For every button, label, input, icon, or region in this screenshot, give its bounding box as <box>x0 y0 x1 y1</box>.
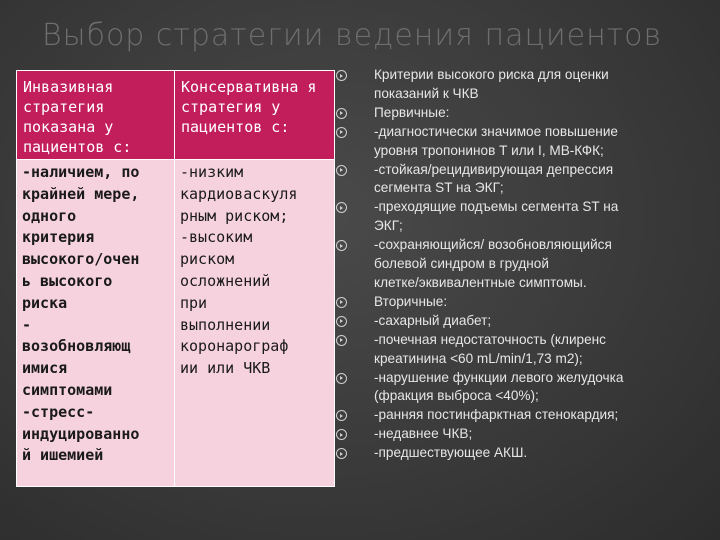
list-item <box>336 236 716 293</box>
invasive-strategy-header: Инвазивная стратегия показана у пациентов с: <box>17 71 175 160</box>
list-item-text: -нарушение функции левого желудочка (фракция выброса <40%); <box>374 369 624 404</box>
circle-arrow-bullet-icon <box>336 335 347 346</box>
list-item-text: Первичные: <box>374 104 450 120</box>
list-item-text: -почечная недостаточность (клиренс креатинина <60 mL/min/1,73 m2); <box>374 331 606 366</box>
list-item <box>336 123 716 161</box>
list-item-text: -предшествующее АКШ. <box>374 445 528 461</box>
circle-arrow-bullet-icon <box>336 373 347 384</box>
list-item-text: -диагностически значимое повышение уровня тропонинов Т или I, MB-КФК; <box>374 123 618 158</box>
list-item <box>336 66 716 104</box>
list-item <box>336 293 716 312</box>
list-item-text: -стойкая/рецидивирующая депрессия сегмента ST на ЭКГ; <box>374 161 614 196</box>
list-item <box>336 425 716 444</box>
circle-arrow-bullet-icon <box>336 297 347 308</box>
circle-arrow-bullet-icon <box>336 127 347 138</box>
strategy-table <box>16 70 335 487</box>
circle-arrow-bullet-icon <box>336 429 347 440</box>
invasive-strategy-criteria: -наличием, по крайней мере, одного критерия высокого/очен ь высокого риска - возобновляющ имися симптомами -стресс- индуцированно й ишемией <box>17 160 175 487</box>
list-item-text: Вторичные: <box>374 293 448 309</box>
list-item <box>336 312 716 331</box>
list-item <box>336 198 716 236</box>
circle-arrow-bullet-icon <box>336 108 347 119</box>
slide-title: Выбор стратегии ведения пациентов <box>42 18 663 53</box>
circle-arrow-bullet-icon <box>336 448 347 459</box>
table-header-row <box>17 71 335 160</box>
circle-arrow-bullet-icon <box>336 202 347 213</box>
list-item-text: Критерии высокого риска для оценки показаний к ЧКВ <box>374 67 609 101</box>
list-item-text: -сохраняющийся/ возобновляющийся болевой синдром в грудной клетке/эквивалентные симптомы. <box>374 237 612 290</box>
high-risk-criteria-list <box>336 66 716 463</box>
list-item <box>336 161 716 199</box>
list-item <box>336 331 716 369</box>
list-item-text: -преходящие подъемы сегмента ST на ЭКГ; <box>374 199 619 234</box>
circle-arrow-bullet-icon <box>336 70 347 81</box>
conservative-strategy-criteria: -низким кардиоваскуля рным риском; -высоким риском осложнений при выполнении коронарограф ии или ЧКВ <box>175 160 335 487</box>
table-row <box>17 160 335 487</box>
list-item-text: -ранняя постинфарктная стенокардия; <box>374 407 619 423</box>
list-item-text: -сахарный диабет; <box>374 312 492 328</box>
list-item <box>336 104 716 123</box>
list-item <box>336 406 716 425</box>
list-item <box>336 369 716 407</box>
list-item <box>336 444 716 463</box>
circle-arrow-bullet-icon <box>336 316 347 327</box>
circle-arrow-bullet-icon <box>336 165 347 176</box>
circle-arrow-bullet-icon <box>336 240 347 251</box>
list-item-text: -недавнее ЧКВ; <box>374 426 473 442</box>
conservative-strategy-header: Консервативна я стратегия у пациентов с: <box>175 71 335 160</box>
circle-arrow-bullet-icon <box>336 410 347 421</box>
